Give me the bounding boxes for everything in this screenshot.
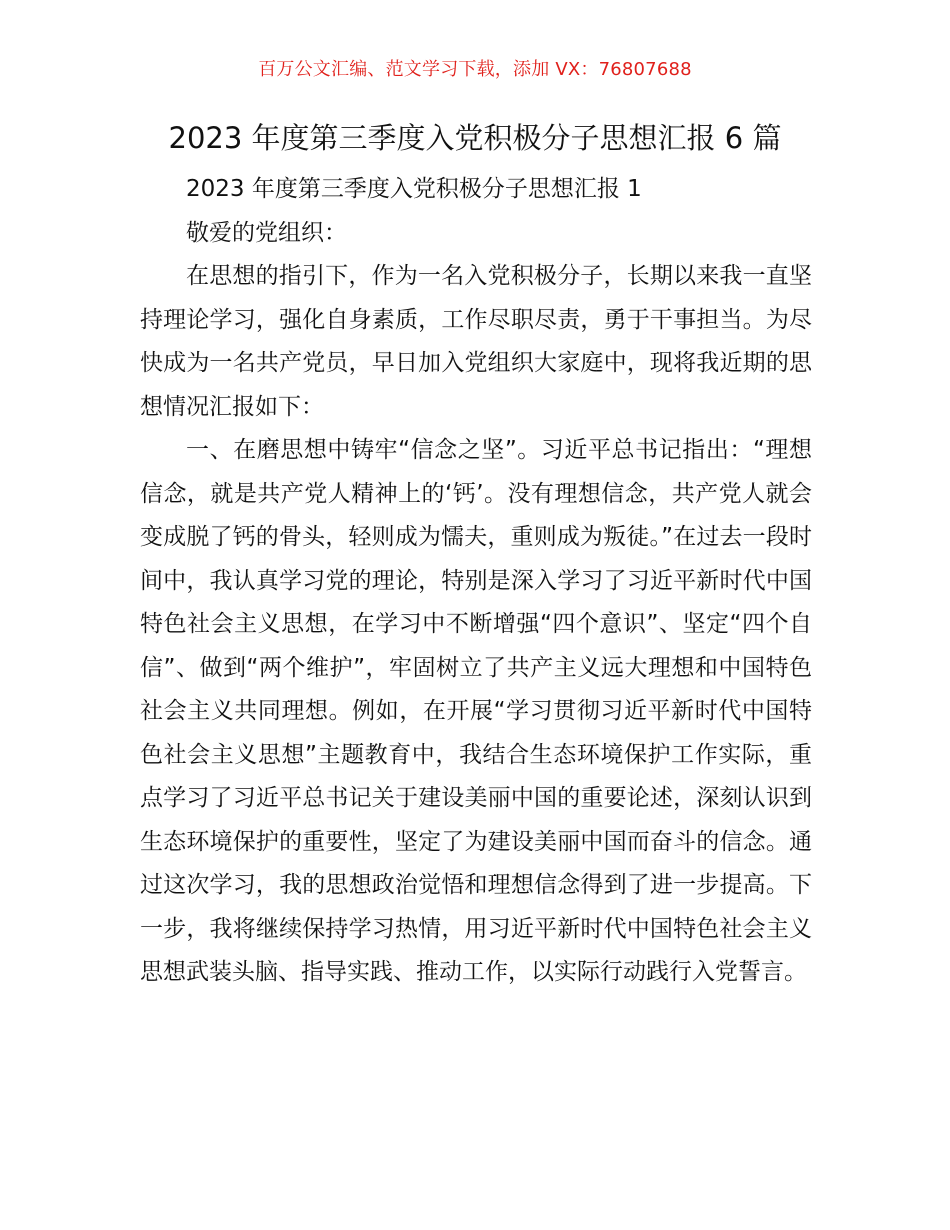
document-body (140, 168, 812, 995)
paragraph-intro: 在思想的指引下，作为一名入党积极分子，长期以来我一直坚持理论学习，强化自身素质，工作尽职尽责，勇于干事担当。为尽快成为一名共产党员，早日加入党组织大家庭中，现将我近期的思想情况汇报如下： (140, 263, 812, 420)
header-watermark-note: 百万公文汇编、范文学习下载，添加 VX：76807688 (258, 59, 692, 80)
document-subtitle: 2023 年度第三季度入党积极分子思想汇报 1 (186, 176, 642, 202)
paragraph-section-one: 一、在磨思想中铸牢“信念之坚”。习近平总书记指出：“理想信念，就是共产党人精神上的‘钙’。没有理想信念，共产党人就会变成脱了钙的骨头，轻则成为懦夫，重则成为叛徒。”在过去一段时间中，我认真学习党的理论，特别是深入学习了习近平新时代中国特色社会主义思想，在学习中不断增强“四个意识”、坚定“四个自信”、做到“两个维护”，牢固树立了共产主义远大理想和中国特色社会主义共同理想。例如，在开展“学习贯彻习近平新时代中国特色社会主义思想”主题教育中，我结合生态环境保护工作实际，重点学习了习近平总书记关于建设美丽中国的重要论述，深刻认识到生态环境保护的重要性，坚定了为建设美丽中国而奋斗的信念。通过这次学习，我的思想政治觉悟和理想信念得到了进一步提高。下一步，我将继续保持学习热情，用习近平新时代中国特色社会主义思想武装头脑、指导实践、推动工作，以实际行动践行入党誓言。 (140, 437, 812, 985)
salutation: 敬爱的党组织： (186, 219, 347, 246)
document-title: 2023 年度第三季度入党积极分子思想汇报 6 篇 (168, 121, 782, 155)
